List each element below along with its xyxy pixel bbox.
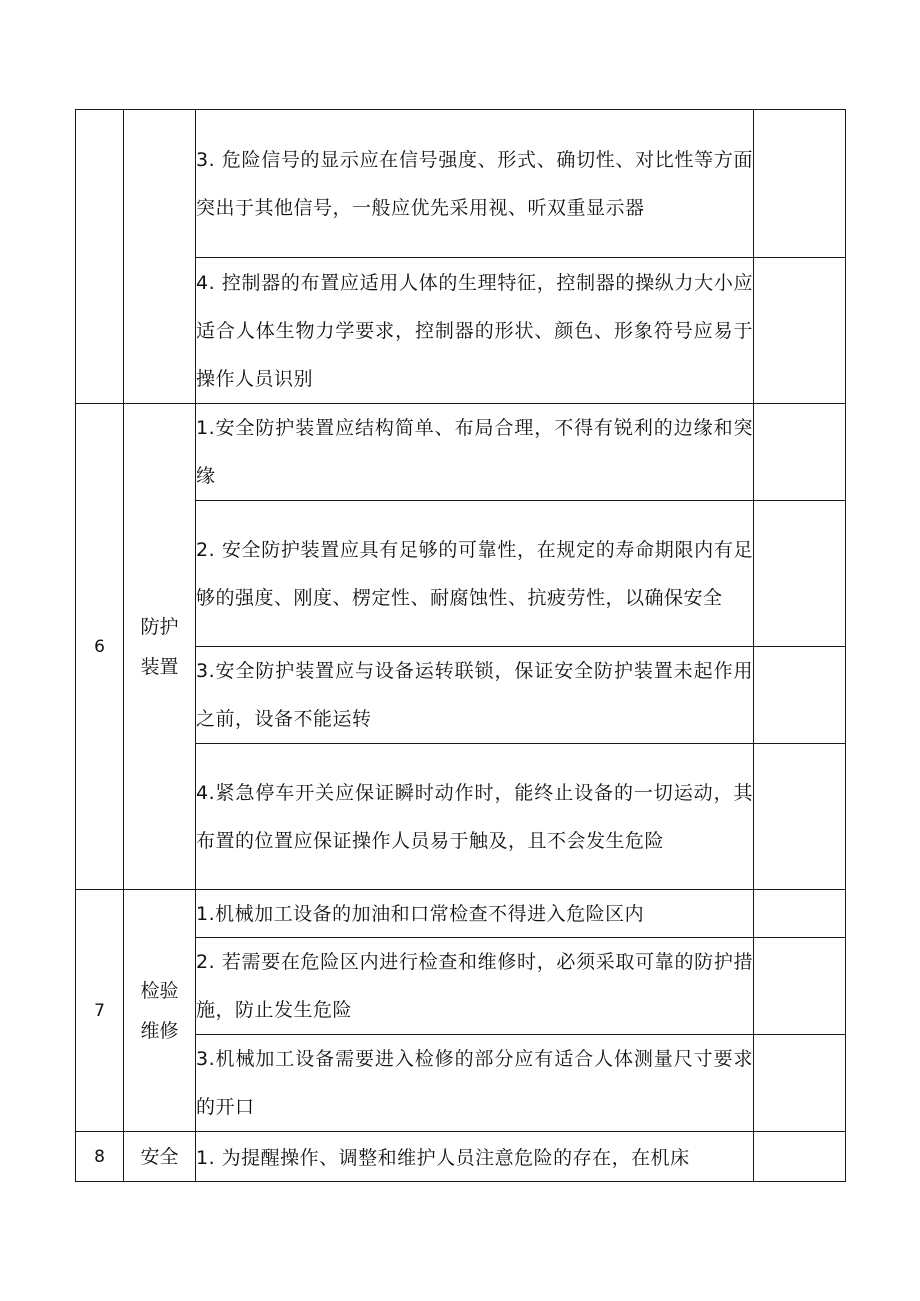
requirement-text: 3. 危险信号的显示应在信号强度、形式、确切性、对比性等方面突出于其他信号，一般应优先采用视、听双重显示器	[196, 110, 754, 258]
category-cell	[124, 890, 196, 1132]
item-number-cell: 8	[76, 1132, 124, 1182]
result-cell[interactable]	[754, 404, 846, 501]
requirement-text: 3.机械加工设备需要进入检修的部分应有适合人体测量尺寸要求的开口	[196, 1035, 754, 1132]
requirement-text: 4.紧急停车开关应保证瞬时动作时，能终止设备的一切运动，其布置的位置应保证操作人员易于触及，且不会发生危险	[196, 744, 754, 890]
category-label: 装置	[140, 655, 179, 678]
requirement-text: 2. 安全防护装置应具有足够的可靠性，在规定的寿命期限内有足够的强度、刚度、楞定性、耐腐蚀性、抗疲劳性，以确保安全	[196, 501, 754, 647]
table-row	[76, 110, 846, 258]
requirement-text: 4. 控制器的布置应适用人体的生理特征，控制器的操纵力大小应适合人体生物力学要求，控制器的形状、颜色、形象符号应易于操作人员识别	[196, 258, 754, 404]
category-label: 防护	[140, 615, 179, 638]
result-cell[interactable]	[754, 890, 846, 938]
requirement-text: 3.安全防护装置应与设备运转联锁，保证安全防护装置未起作用之前，设备不能运转	[196, 647, 754, 744]
item-number-cell	[76, 110, 124, 404]
table-row	[76, 404, 846, 501]
category-label: 检验	[140, 979, 179, 1002]
item-number-cell: 6	[76, 404, 124, 890]
category-label: 安全	[140, 1145, 179, 1168]
table-row	[76, 890, 846, 938]
result-cell[interactable]	[754, 501, 846, 647]
result-cell[interactable]	[754, 744, 846, 890]
item-number-cell: 7	[76, 890, 124, 1132]
category-cell	[124, 404, 196, 890]
result-cell[interactable]	[754, 110, 846, 258]
requirement-text: 1.安全防护装置应结构简单、布局合理，不得有锐利的边缘和突缘	[196, 404, 754, 501]
result-cell[interactable]	[754, 647, 846, 744]
result-cell[interactable]	[754, 938, 846, 1035]
requirement-text: 1.机械加工设备的加油和口常检查不得进入危险区内	[196, 890, 754, 938]
inspection-checklist-table	[75, 109, 846, 1182]
category-label: 维修	[140, 1019, 179, 1042]
category-cell	[124, 1132, 196, 1182]
result-cell[interactable]	[754, 1035, 846, 1132]
requirement-text: 1. 为提醒操作、调整和维护人员注意危险的存在，在机床	[196, 1132, 754, 1182]
requirement-text: 2. 若需要在危险区内进行检查和维修时，必须采取可靠的防护措施，防止发生危险	[196, 938, 754, 1035]
category-cell	[124, 110, 196, 404]
result-cell[interactable]	[754, 1132, 846, 1182]
table-row	[76, 1132, 846, 1182]
result-cell[interactable]	[754, 258, 846, 404]
